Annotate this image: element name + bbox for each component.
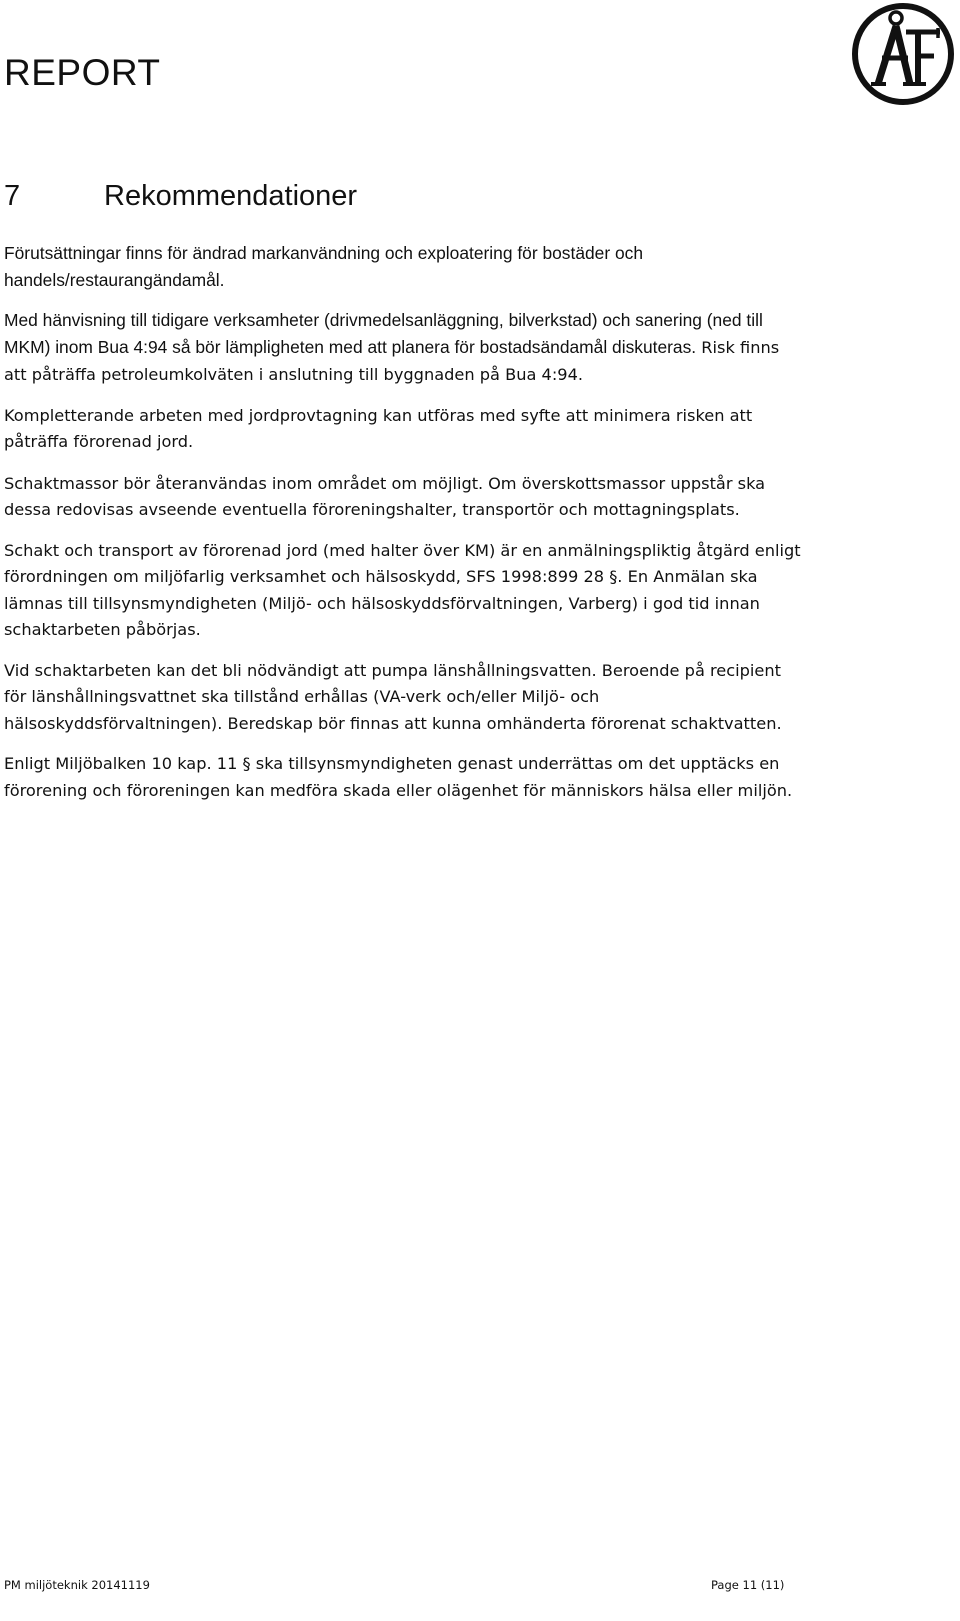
- paragraph-drainage-water: Vid schaktarbeten kan det bli nödvändigt att pumpa länshållningsvatten. Beroende på recipient för länshållningsvattnet ska tillstånd erhållas (VA-verk och/eller Miljö- och hälsoskyddsförvaltningen). Beredskap bör finnas att kunna omhänderta förorenat schaktvatten.: [4, 660, 782, 733]
- paragraph-previous-operations-text: Med hänvisning till tidigare verksamheter (drivmedelsanläggning, bilverkstad) och sanering (ned till MKM) inom Bua 4:94 så bör lämpligheten med att planera för bostadsändamål diskuteras.: [4, 310, 763, 357]
- paragraph-excavated-material: [4, 470, 804, 524]
- paragraph-reuse-text: Schaktmassor bör återanvändas inom området om möjligt.: [4, 473, 484, 493]
- paragraph-supplementary-work: Kompletterande arbeten med jordprovtagning kan utföras med syfte att minimera risken att påträffa förorenad jord.: [4, 405, 753, 451]
- section-number: 7: [4, 180, 21, 212]
- paragraph-surplus-text: Om överskottsmassor uppstår ska dessa redovisas avseende eventuella föroreningshalter, transportör och mottagningsplats.: [4, 473, 766, 519]
- paragraph-environmental-code: Enligt Miljöbalken 10 kap. 11 § ska tillsynsmyndigheten genast underrättas om det upptäcks en förorening och föroreningen kan medföra skada eller olägenhet för människors hälsa eller miljön.: [4, 754, 793, 800]
- paragraph-risk-text: Risk finns att påträffa petroleumkolväten i anslutning till byggnaden på Bua 4:94.: [4, 337, 780, 384]
- footer-document-id: PM miljöteknik 20141119: [4, 1578, 150, 1592]
- paragraph-notification-duty: Schakt och transport av förorenad jord (med halter över KM) är en anmälningspliktig åtgärd enligt förordningen om miljöfarlig verksamhet och hälsoskydd, SFS 1998:899 28 §. En Anmälan ska lämnas till tillsynsmyndigheten (Miljö- och hälsoskyddsförvaltningen, Varberg) i god tid innan schaktarbeten påbörjas.: [4, 540, 801, 639]
- paragraph-intro: Förutsättningar finns för ändrad markanvändning och exploatering för bostäder och handels/restaurangändamål.: [4, 243, 644, 290]
- paragraph-previous-operations: [4, 307, 804, 389]
- body-text: [4, 240, 804, 818]
- section-heading: [4, 180, 357, 213]
- afry-logo-icon: [846, 0, 960, 114]
- footer-page-number: Page 11 (11): [711, 1578, 785, 1592]
- report-title: REPORT: [4, 52, 161, 93]
- section-title: Rekommendationer: [104, 180, 358, 212]
